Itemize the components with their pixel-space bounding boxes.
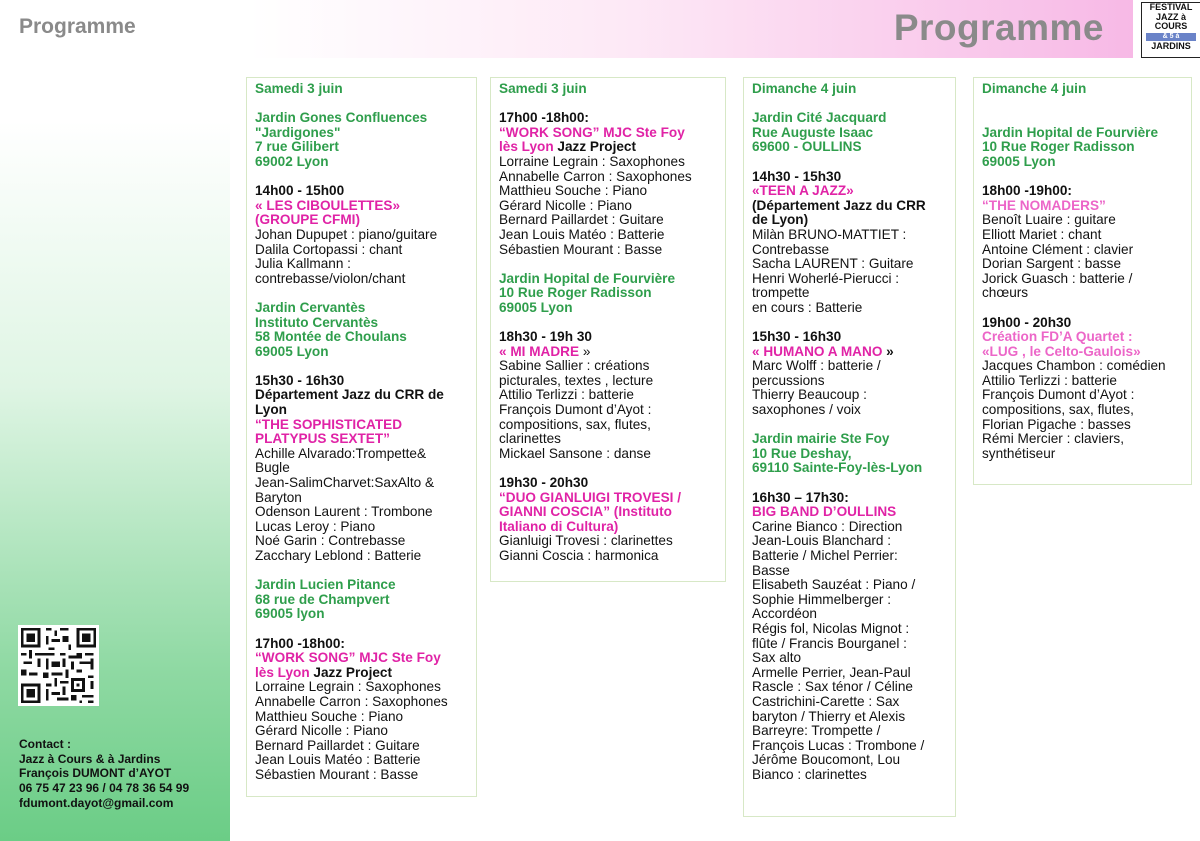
performer: Marc Wolff : batterie /: [752, 358, 881, 374]
performer: Jean Louis Matéo : Batterie: [499, 226, 665, 242]
event-title-close: »: [882, 343, 894, 359]
performer: Jean Louis Matéo : Batterie: [255, 752, 421, 768]
sidebar: [0, 58, 230, 841]
logo-line: JARDINS: [1151, 40, 1191, 51]
performer: Florian Pigache : basses: [982, 416, 1131, 432]
event-time: 17h00 -18h00:: [255, 635, 345, 651]
venue-line: 69600 - OULLINS: [752, 139, 862, 155]
venue-line: Rue Auguste Isaac: [752, 124, 874, 140]
event-time: 15h30 - 16h30: [752, 329, 842, 345]
venue: [255, 578, 468, 622]
event: [499, 330, 717, 461]
performer: Bernard Paillardet : Guitare: [499, 212, 664, 228]
logo-line: & 5 à: [1146, 33, 1196, 41]
event-subtitle: Jazz Project: [309, 664, 392, 680]
event-subtitle: Jazz Project: [553, 139, 636, 155]
performer: Jacques Chambon : comédien: [982, 358, 1166, 374]
performer: Jérôme Boucomont, Lou: [752, 752, 901, 768]
performer: Attilio Terlizzi : batterie: [982, 372, 1117, 388]
performer: Jean-SalimCharvet:SaxAlto &: [255, 475, 435, 491]
performer: compositions, sax, flutes,: [499, 416, 651, 432]
event-title: lès Lyon: [499, 139, 554, 155]
event-time: 17h00 -18h00:: [499, 110, 589, 126]
event: [752, 170, 947, 316]
venue: [982, 126, 1183, 170]
venue-line: 10 Rue Roger Radisson: [499, 285, 652, 301]
performer: percussions: [752, 372, 825, 388]
performer: en cours : Batterie: [752, 299, 863, 315]
venue-line: 10 Rue Roger Radisson: [982, 139, 1135, 155]
performer: Rascle : Sax ténor / Céline: [752, 679, 913, 695]
venue-line: 69005 Lyon: [499, 299, 573, 315]
logo-line: COURS: [1154, 21, 1188, 31]
performer: Dorian Sargent : basse: [982, 256, 1122, 272]
event-title: GIANNI COSCIA” (Instituto: [499, 504, 672, 520]
performer: Benoît Luaire : guitare: [982, 212, 1116, 228]
performer: Julia Kallmann :: [255, 256, 351, 272]
performer: Accordéon: [752, 606, 817, 622]
performer: flûte / Francis Bourganel :: [752, 635, 907, 651]
venue-line: 69005 Lyon: [982, 153, 1056, 169]
venue: [499, 272, 717, 316]
performer: Elliott Mariet : chant: [982, 226, 1102, 242]
performer: contrebasse/violon/chant: [255, 270, 406, 286]
performer: Dalila Cortopassi : chant: [255, 241, 403, 257]
day-date: Samedi 3 juin: [499, 81, 587, 96]
day-date: Dimanche 4 juin: [752, 81, 857, 96]
header-left-title: Programme: [19, 15, 136, 38]
event-title: “WORK SONG” MJC Ste Foy: [499, 124, 685, 140]
performer: Elisabeth Sauzéat : Piano /: [752, 577, 916, 593]
performer: François Dumont d’Ayot :: [982, 387, 1135, 403]
event-title: PLATYPUS SEXTET”: [255, 431, 390, 447]
event-time: 14h30 - 15h30: [752, 168, 842, 184]
event-time: 14h00 - 15h00: [255, 183, 345, 199]
performer: Annabelle Carron : Saxophones: [499, 168, 692, 184]
performer: Lucas Leroy : Piano: [255, 518, 376, 534]
performer: Carine Bianco : Direction: [752, 518, 903, 534]
venue-line: Jardin mairie Ste Foy: [752, 431, 890, 447]
event-title: Italiano di Cultura): [499, 518, 619, 534]
venue-line: 69005 lyon: [255, 606, 325, 622]
event-title: (GROUPE CFMI): [255, 212, 360, 228]
contact-name: François DUMONT d’AYOT: [19, 766, 172, 781]
performer: Jorick Guasch : batterie /: [982, 270, 1133, 286]
event-title: « HUMANO A MANO: [752, 343, 883, 359]
venue: [752, 432, 947, 476]
performer: Annabelle Carron : Saxophones: [255, 693, 448, 709]
event-title: « LES CIBOULETTES»: [255, 197, 401, 213]
day-column-3: [743, 77, 956, 817]
event: [752, 491, 947, 783]
performer: Batterie / Michel Perrier:: [752, 548, 898, 563]
event-title: «TEEN A JAZZ»: [752, 183, 854, 199]
venue: [255, 301, 468, 359]
performer: saxophones / voix: [752, 402, 861, 418]
performer: Jean-Louis Blanchard :: [752, 533, 892, 549]
venue-line: Jardin Cervantès: [255, 299, 366, 315]
event: [752, 330, 947, 418]
venue-line: Jardin Lucien Pitance: [255, 577, 396, 593]
performer: Contrebasse: [752, 241, 830, 257]
event: [255, 184, 468, 286]
performer: Gérard Nicolle : Piano: [499, 197, 632, 213]
performer: François Dumont d’Ayot :: [499, 402, 652, 418]
festival-logo: [1141, 2, 1200, 58]
venue-line: Jardin Gones Confluences: [255, 110, 428, 126]
event-title: Création FD’A Quartet :: [982, 329, 1133, 345]
event-organizer: Département Jazz du CRR de: [255, 387, 444, 403]
event: [982, 316, 1183, 462]
event: [982, 184, 1183, 301]
day-column-2: [490, 77, 726, 582]
venue-line: 69110 Sainte-Foy-lès-Lyon: [752, 460, 923, 476]
event-time: 16h30 – 17h30:: [752, 489, 849, 505]
performer: trompette: [752, 285, 810, 301]
venue-line: 68 rue de Champvert: [255, 591, 390, 607]
event-time: 19h30 - 20h30: [499, 475, 589, 491]
logo-line: FESTIVAL: [1149, 2, 1193, 12]
contact-phones: 06 75 47 23 96 / 04 78 36 54 99: [19, 781, 190, 796]
performer: Barreyre: Trompette /: [752, 723, 881, 739]
performer: Baryton: [255, 489, 302, 505]
performer: Attilio Terlizzi : batterie: [499, 387, 634, 403]
performer: Bernard Paillardet : Guitare: [255, 737, 420, 753]
performer: Gianluigi Trovesi : clarinettes: [499, 533, 673, 549]
venue-line: 69005 Lyon: [255, 343, 329, 359]
event-time: 19h00 - 20h30: [982, 314, 1072, 330]
event-time: 15h30 - 16h30: [255, 372, 345, 388]
performer: Bianco : clarinettes: [752, 766, 867, 782]
performer: Milàn BRUNO-MATTIET :: [752, 226, 907, 242]
performer: clarinettes: [499, 431, 561, 447]
performer: picturales, textes , lecture: [499, 372, 654, 388]
performer: chœurs: [982, 285, 1029, 301]
event-organizer: (Département Jazz du CRR: [752, 197, 926, 213]
venue-line: 69002 Lyon: [255, 153, 329, 169]
performer: Rémi Mercier : claviers,: [982, 431, 1124, 447]
qr-code-icon[interactable]: [18, 625, 99, 706]
event-title: “THE NOMADERS”: [982, 197, 1106, 213]
event-title: BIG BAND D’OULLINS: [752, 504, 897, 520]
event-time: 18h30 - 19h 30: [499, 329, 592, 345]
performer: compositions, sax, flutes,: [982, 402, 1134, 418]
contact-block: [19, 737, 189, 811]
performer: Antoine Clément : clavier: [982, 241, 1134, 257]
performer: baryton / Thierry et Alexis: [752, 708, 906, 724]
performer: Sacha LAURENT : Guitare: [752, 256, 914, 272]
performer: Achille Alvarado:Trompette&: [255, 445, 427, 461]
venue-line: Jardin Cité Jacquard: [752, 110, 887, 126]
performer: Thierry Beaucoup :: [752, 387, 867, 403]
performer: Armelle Perrier, Jean-Paul: [752, 664, 911, 680]
contact-email[interactable]: fdumont.dayot@gmail.com: [19, 795, 174, 810]
contact-label: Contact :: [19, 737, 71, 751]
performer: Sabine Sallier : créations: [499, 358, 650, 374]
event-organizer: Lyon: [255, 402, 287, 418]
day-date: Samedi 3 juin: [255, 81, 343, 96]
performer: Henri Woherlé-Pierucci :: [752, 270, 900, 286]
venue: [752, 111, 947, 155]
performer: Lorraine Legrain : Saxophones: [255, 679, 441, 695]
performer: Bugle: [255, 460, 290, 476]
venue-line: 7 rue Gilibert: [255, 139, 339, 155]
performer: Gérard Nicolle : Piano: [255, 723, 388, 739]
venue-line: 10 Rue Deshay,: [752, 445, 852, 461]
day-column-1: [246, 77, 477, 797]
contact-org: Jazz à Cours & à Jardins: [19, 751, 161, 766]
event-title: lès Lyon: [255, 664, 310, 680]
event-title: « MI MADRE: [499, 343, 580, 359]
venue-line: Jardin Hopital de Fourvière: [982, 124, 1159, 140]
performer: Basse: [752, 562, 790, 578]
event: [499, 111, 717, 257]
performer: Sébastien Mourant : Basse: [255, 766, 419, 782]
performer: Castrichini-Carette : Sax: [752, 693, 900, 709]
performer: Noé Garin : Contrebasse: [255, 533, 406, 549]
event-title: «LUG , le Celto-Gaulois»: [982, 343, 1141, 359]
venue-line: "Jardigones": [255, 124, 341, 140]
event-organizer: de Lyon): [752, 212, 809, 228]
event: [255, 374, 468, 564]
venue: [255, 111, 468, 169]
performer: Matthieu Souche : Piano: [499, 183, 648, 199]
performer: Régis fol, Nicolas Mignot :: [752, 620, 910, 636]
performer: Zacchary Leblond : Batterie: [255, 548, 422, 563]
event: [499, 476, 717, 564]
performer: Lorraine Legrain : Saxophones: [499, 153, 685, 169]
performer: Matthieu Souche : Piano: [255, 708, 404, 724]
performer: synthétiseur: [982, 445, 1056, 461]
venue-line: Jardin Hopital de Fourvière: [499, 270, 676, 286]
logo-line: JAZZ à: [1155, 11, 1186, 22]
performer: Mickael Sansone : danse: [499, 445, 651, 461]
performer: Sébastien Mourant : Basse: [499, 241, 663, 257]
venue-line: 58 Montée de Choulans: [255, 329, 407, 345]
page-title: Programme: [893, 7, 1104, 48]
event-time: 18h00 -19h00:: [982, 183, 1072, 199]
event: [255, 637, 468, 783]
event-title-close: »: [579, 343, 591, 359]
venue-line: Instituto Cervantès: [255, 314, 379, 330]
event-title: “THE SOPHISTICATED: [255, 416, 403, 432]
day-column-4: [973, 77, 1192, 485]
performer: Johan Dupupet : piano/guitare: [255, 226, 438, 242]
day-date: Dimanche 4 juin: [982, 81, 1087, 96]
performer: Odenson Laurent : Trombone: [255, 504, 433, 520]
performer: François Lucas : Trombone /: [752, 737, 925, 753]
performer: Gianni Coscia : harmonica: [499, 548, 659, 563]
performer: Sophie Himmelberger :: [752, 591, 892, 607]
event-title: “DUO GIANLUIGI TROVESI /: [499, 489, 682, 505]
performer: Sax alto: [752, 650, 802, 666]
event-title: “WORK SONG” MJC Ste Foy: [255, 650, 441, 666]
